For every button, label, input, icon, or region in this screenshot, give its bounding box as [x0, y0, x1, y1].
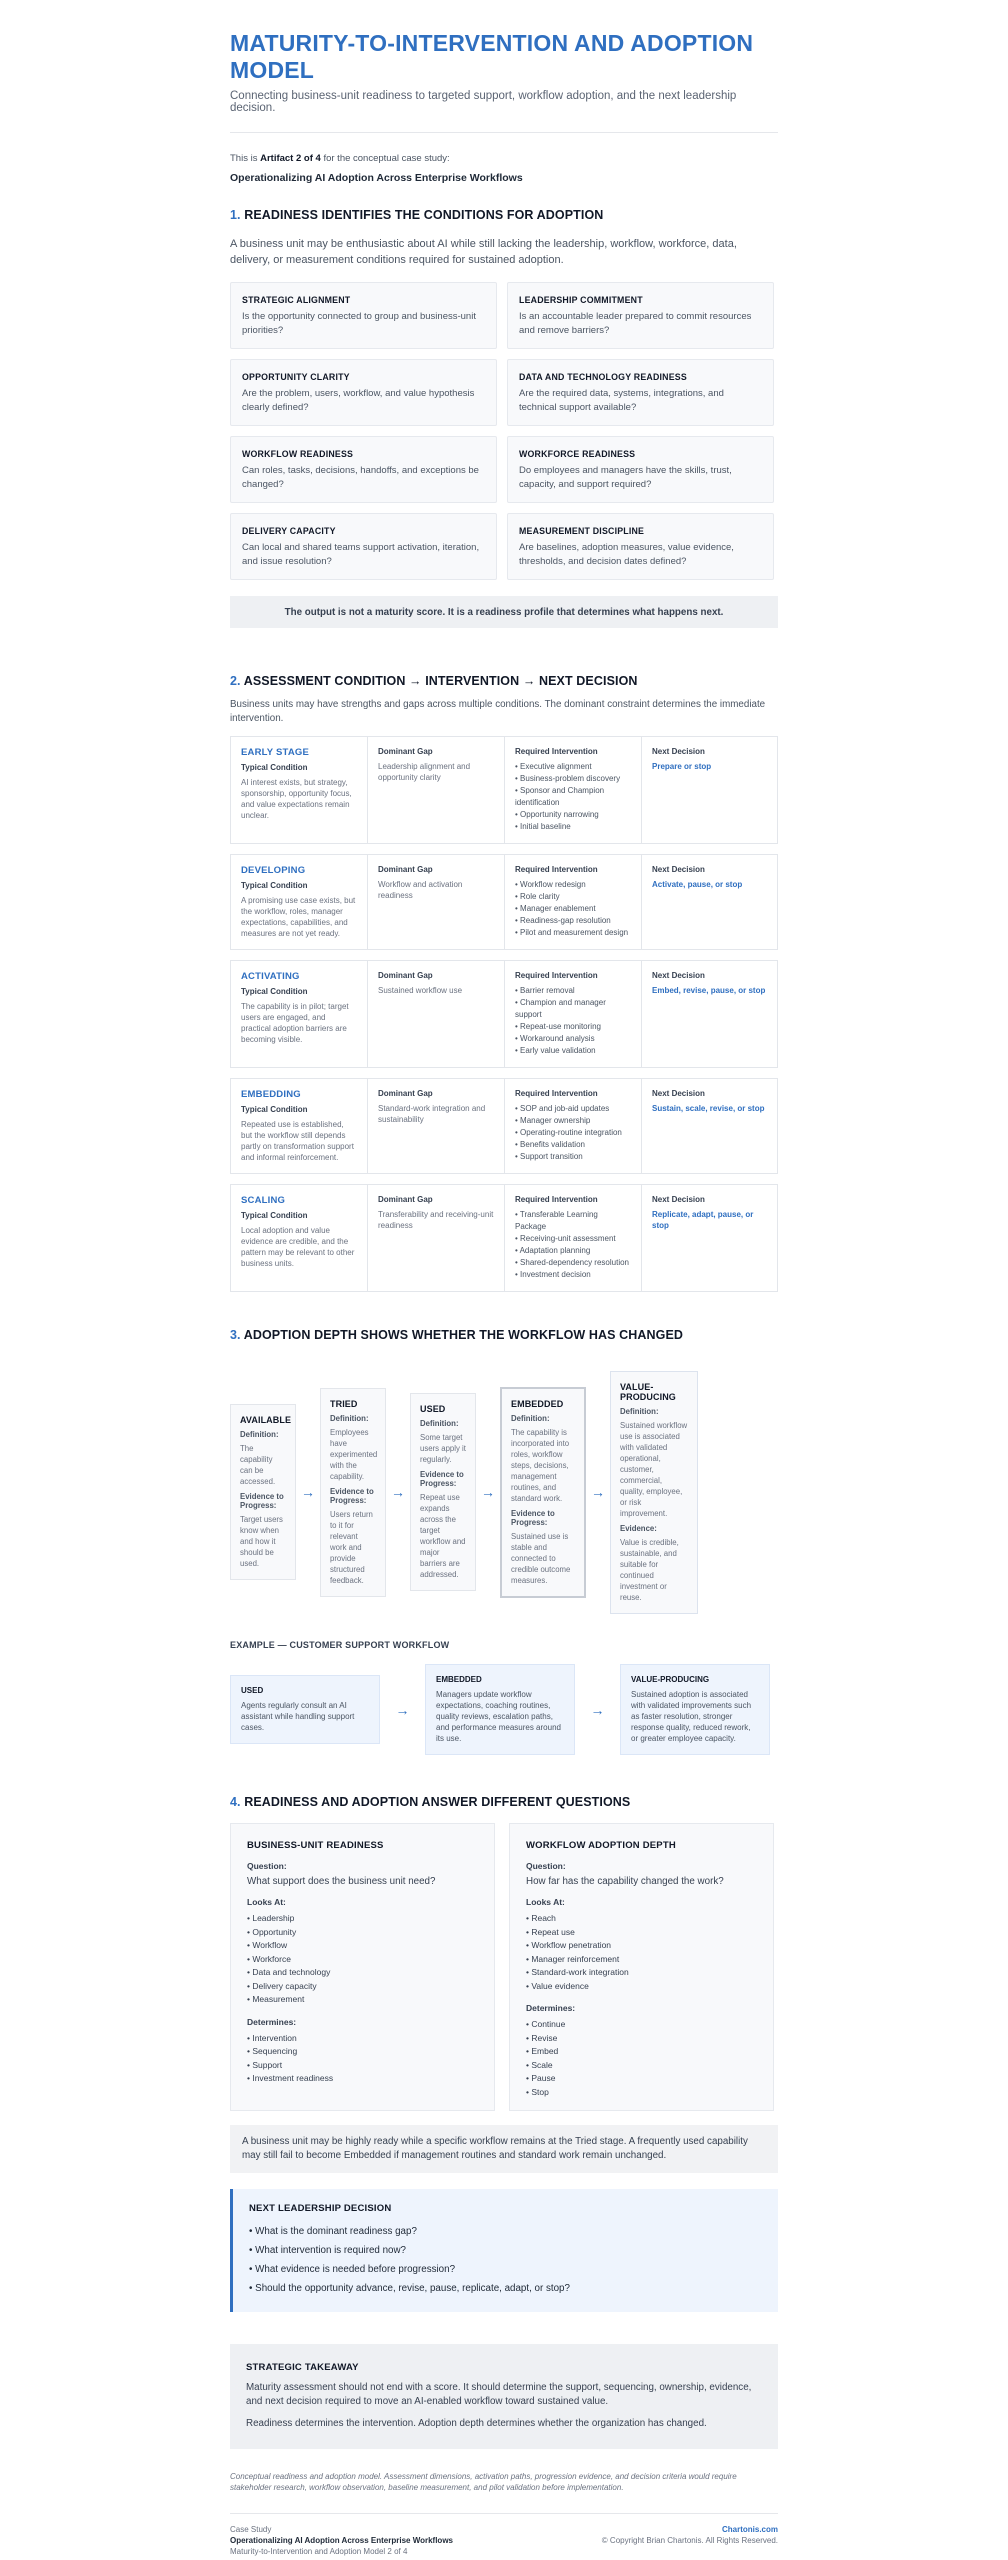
determines-item: • Stop: [526, 2086, 757, 2100]
condition-card: [230, 359, 497, 426]
arrow-right-icon: →: [301, 1484, 315, 1500]
definition-label: Definition:: [511, 1413, 550, 1423]
typical-condition-label: Typical Condition: [241, 881, 308, 890]
section-1-lead: A business unit may be enthusiastic about AI while still lacking the leadership, workflow, workforce, data, delivery, or measurement conditions required for sustained adoption.: [230, 238, 737, 266]
intervention-item: • Business-problem discovery: [515, 773, 631, 785]
determines-item: • Intervention: [247, 2032, 478, 2046]
condition-text: Do employees and managers have the skills, trust, capacity, and support required?: [519, 465, 732, 490]
gap-cell: [368, 737, 505, 843]
next-decision-text: Activate, pause, or stop: [652, 880, 743, 889]
determines-item: • Investment readiness: [247, 2072, 478, 2086]
arrow-right-icon: →: [590, 1701, 605, 1718]
intervention-cell: [505, 1079, 642, 1173]
takeaway-paragraph: Readiness determines the intervention. Adoption depth determines whether the organization has changed.: [246, 2418, 707, 2429]
condition-text: Are the problem, users, workflow, and value hypothesis clearly defined?: [242, 388, 475, 413]
artifact-suffix: for the conceptual case study:: [320, 153, 450, 164]
looks-at-item: • Delivery capacity: [247, 1980, 478, 1994]
example-text: Sustained adoption is associated with validated improvements such as faster resolution, stronger response quality, reduced rework, or greater employee capacity.: [631, 1690, 752, 1743]
section-title: ADOPTION DEPTH SHOWS WHETHER THE WORKFLOW HAS CHANGED: [243, 1328, 684, 1342]
section-title: READINESS AND ADOPTION ANSWER DIFFERENT QUESTIONS: [244, 1795, 631, 1809]
intervention-item: • SOP and job-aid updates: [515, 1103, 631, 1115]
determines-label: Determines:: [526, 2003, 576, 2013]
intervention-item: • Role clarity: [515, 891, 631, 903]
readiness-banner: The output is not a maturity score. It is a readiness profile that determines what happens next.: [230, 596, 778, 628]
example-card: [620, 1664, 770, 1755]
looks-at-item: • Data and technology: [247, 1966, 478, 1980]
evidence-text: Value is credible, sustainable, and suitable for continued investment or reuse.: [620, 1537, 679, 1602]
condition-text: Are baselines, adoption measures, value evidence, thresholds, and decision dates defined?: [519, 542, 734, 567]
gap-cell: [368, 855, 505, 949]
intervention-cell: [505, 855, 642, 949]
stage-row: [230, 960, 778, 1068]
intervention-list: [515, 985, 631, 1057]
typical-condition-label: Typical Condition: [241, 1211, 308, 1220]
stage-name: SCALING: [241, 1195, 286, 1206]
section-4-heading: [230, 1795, 778, 1809]
dominant-gap-text: Standard-work integration and sustainability: [378, 1104, 486, 1124]
decision-list: [249, 2222, 762, 2298]
intervention-item: • Operating-routine integration: [515, 1127, 631, 1139]
decision-question: • What intervention is required now?: [249, 2241, 762, 2260]
stage-row: [230, 1184, 778, 1292]
intervention-list: [515, 761, 631, 833]
decision-cell: [642, 855, 779, 949]
evidence-label: Evidence to Progress:: [330, 1486, 374, 1505]
stage-table: [230, 736, 778, 1292]
depth-name: AVAILABLE: [240, 1415, 292, 1425]
condition-title: WORKFORCE READINESS: [519, 449, 636, 459]
example-card: [230, 1675, 380, 1744]
depth-stage: [320, 1388, 386, 1597]
stage-row: [230, 854, 778, 950]
condition-text: Is the opportunity connected to group and business-unit priorities?: [242, 311, 476, 336]
question-label: Question:: [526, 1861, 566, 1871]
example-name: EMBEDDED: [436, 1675, 482, 1684]
intervention-item: • Executive alignment: [515, 761, 631, 773]
looks-at-item: • Workforce: [247, 1953, 478, 1967]
intervention-cell: [505, 1185, 642, 1291]
adoption-depth-flow: [230, 1366, 778, 1618]
stage-name: DEVELOPING: [241, 865, 306, 876]
decision-question: • What evidence is needed before progression?: [249, 2260, 762, 2279]
section-title: READINESS IDENTIFIES THE CONDITIONS FOR ADOPTION: [244, 208, 604, 222]
looks-at-item: • Opportunity: [247, 1926, 478, 1940]
intervention-item: • Shared-dependency resolution: [515, 1257, 631, 1269]
intervention-item: • Investment decision: [515, 1269, 631, 1281]
intervention-label: Required Intervention: [515, 1195, 598, 1204]
looks-at-item: • Value evidence: [526, 1980, 757, 1994]
adoption-box: [509, 1823, 774, 2111]
intervention-item: • Pilot and measurement design: [515, 927, 631, 939]
looks-at-item: • Standard-work integration: [526, 1966, 757, 1980]
condition-card: [507, 359, 774, 426]
intervention-item: • Barrier removal: [515, 985, 631, 997]
stage-row: [230, 736, 778, 844]
evidence-text: Users return to it for relevant work and provide structured feedback.: [330, 1509, 373, 1585]
definition-text: Some target users apply it regularly.: [420, 1433, 466, 1464]
conditions-grid: [230, 282, 778, 580]
decision-title: NEXT LEADERSHIP DECISION: [249, 2203, 392, 2214]
definition-text: The capability can be accessed.: [240, 1444, 276, 1486]
depth-name: EMBEDDED: [511, 1398, 564, 1409]
determines-list: [247, 2032, 478, 2086]
looks-at-list: [526, 1912, 757, 1993]
typical-condition-label: Typical Condition: [241, 1105, 308, 1114]
intervention-list: [515, 1103, 631, 1163]
stage-cell: [231, 1079, 368, 1173]
intervention-item: • Workflow redesign: [515, 879, 631, 891]
arrow-right-icon: →: [395, 1701, 410, 1718]
definition-label: Definition:: [420, 1419, 459, 1428]
intervention-label: Required Intervention: [515, 1089, 598, 1098]
looks-at-item: • Measurement: [247, 1993, 478, 2007]
box-title: BUSINESS-UNIT READINESS: [247, 1840, 384, 1851]
evidence-label: Evidence to Progress:: [511, 1508, 555, 1527]
section-2-heading: [230, 674, 778, 688]
section-title: ASSESSMENT CONDITION → INTERVENTION → NEXT DECISION: [243, 674, 638, 688]
condition-card: [507, 513, 774, 580]
footer-case-study: Operationalizing AI Adoption Across Enterprise Workflows: [230, 2536, 453, 2545]
question-text: How far has the capability changed the work?: [526, 1876, 724, 1887]
looks-at-item: • Reach: [526, 1912, 757, 1926]
condition-title: STRATEGIC ALIGNMENT: [242, 295, 351, 305]
dominant-gap-text: Transferability and receiving-unit readiness: [378, 1210, 494, 1230]
looks-at-label: Looks At:: [526, 1897, 565, 1907]
definition-text: Sustained workflow use is associated with validated operational, customer, commercial, quality, employee, or risk improvement.: [620, 1420, 688, 1518]
dominant-gap-text: Sustained workflow use: [378, 986, 463, 995]
dominant-gap-label: Dominant Gap: [378, 1089, 433, 1098]
artifact-prefix: This is: [230, 153, 261, 164]
gap-cell: [368, 1079, 505, 1173]
condition-title: MEASUREMENT DISCIPLINE: [519, 526, 645, 536]
intervention-item: • Benefits validation: [515, 1139, 631, 1151]
next-decision-label: Next Decision: [652, 1195, 705, 1204]
section-1-heading: [230, 208, 778, 222]
dominant-gap-label: Dominant Gap: [378, 747, 433, 756]
typical-condition-text: The capability is in pilot; target users are engaged, and practical adoption barriers are becoming visible.: [241, 1002, 349, 1044]
intervention-item: • Manager ownership: [515, 1115, 631, 1127]
readiness-box: [230, 1823, 495, 2111]
section-number: 4.: [230, 1795, 241, 1809]
definition-text: Employees have experimented with the capability.: [330, 1427, 378, 1481]
website-link[interactable]: Chartonis.com: [721, 2525, 778, 2534]
determines-list: [526, 2018, 757, 2099]
dominant-gap-label: Dominant Gap: [378, 1195, 433, 1204]
condition-card: [230, 513, 497, 580]
condition-card: [507, 436, 774, 503]
footer-label: Case Study: [230, 2525, 272, 2534]
evidence-text: Repeat use expands across the target workflow and major barriers are addressed.: [420, 1493, 466, 1579]
definition-label: Definition:: [620, 1406, 659, 1416]
section-number: 2.: [230, 674, 241, 688]
determines-item: • Revise: [526, 2032, 757, 2046]
page-title: MATURITY-TO-INTERVENTION AND ADOPTION MODEL: [230, 30, 754, 83]
determines-label: Determines:: [247, 2016, 297, 2027]
artifact-number: Artifact 2 of 4: [260, 153, 321, 164]
arrow-right-icon: →: [391, 1484, 405, 1500]
footer: [230, 2513, 778, 2557]
decision-cell: [642, 737, 779, 843]
looks-at-item: • Workflow penetration: [526, 1939, 757, 1953]
typical-condition-text: Local adoption and value evidence are credible, and the pattern may be relevant to other business units.: [241, 1226, 355, 1268]
depth-stage: [230, 1404, 296, 1580]
next-decision-label: Next Decision: [652, 971, 705, 980]
evidence-text: Target users know when and how it should be used.: [240, 1515, 283, 1568]
depth-name: USED: [420, 1404, 446, 1414]
intervention-cell: [505, 961, 642, 1067]
decision-cell: [642, 961, 779, 1067]
intervention-item: • Champion and manager support: [515, 997, 631, 1021]
typical-condition-text: AI interest exists, but strategy, sponsorship, opportunity focus, and value expectations remain unclear.: [241, 778, 352, 820]
next-decision-label: Next Decision: [652, 747, 705, 756]
takeaway-paragraph: Maturity assessment should not end with a score. It should determine the support, sequencing, ownership, evidence, and next decision required to move an AI-enabled workflow toward sustained value.: [246, 2382, 752, 2407]
looks-at-list: [247, 1912, 478, 2007]
next-decision-text: Prepare or stop: [652, 762, 712, 771]
decision-cell: [642, 1079, 779, 1173]
intervention-item: • Manager enablement: [515, 903, 631, 915]
intervention-item: • Transferable Learning Package: [515, 1209, 631, 1233]
dominant-gap-text: Leadership alignment and opportunity clarity: [378, 762, 471, 782]
comparison-grid: [230, 1823, 778, 2111]
artifact-line: [230, 153, 778, 164]
section-number: 1.: [230, 208, 241, 222]
case-study-title: Operationalizing AI Adoption Across Enterprise Workflows: [230, 172, 523, 184]
example-flow: [230, 1664, 778, 1755]
comparison-note: A business unit may be highly ready while a specific workflow remains at the Tried stage. A frequently used capability may still fail to become Embedded if management routines and standard work remain unchanged.: [230, 2125, 778, 2173]
looks-at-item: • Repeat use: [526, 1926, 757, 1940]
example-card: [425, 1664, 575, 1755]
footer-artifact: Maturity-to-Intervention and Adoption Model 2 of 4: [230, 2547, 408, 2556]
stage-name: EARLY STAGE: [241, 747, 310, 758]
depth-name: VALUE-PRODUCING: [620, 1381, 676, 1402]
intervention-item: • Opportunity narrowing: [515, 809, 631, 821]
next-decision-label: Next Decision: [652, 865, 705, 874]
intervention-label: Required Intervention: [515, 865, 598, 874]
evidence-label: Evidence to Progress:: [420, 1470, 464, 1488]
definition-label: Definition:: [330, 1413, 369, 1423]
next-decision-text: Replicate, adapt, pause, or stop: [652, 1210, 754, 1230]
depth-name: TRIED: [330, 1398, 358, 1409]
condition-title: DATA AND TECHNOLOGY READINESS: [519, 372, 687, 382]
intervention-item: • Support transition: [515, 1151, 631, 1163]
determines-item: • Support: [247, 2059, 478, 2073]
depth-stage: [500, 1387, 586, 1598]
looks-at-item: • Workflow: [247, 1939, 478, 1953]
intervention-cell: [505, 737, 642, 843]
copyright: © Copyright Brian Chartonis. All Rights Reserved.: [601, 2536, 778, 2545]
stage-cell: [231, 737, 368, 843]
next-decision-text: Sustain, scale, revise, or stop: [652, 1104, 765, 1113]
determines-item: • Scale: [526, 2059, 757, 2073]
looks-at-item: • Manager reinforcement: [526, 1953, 757, 1967]
gap-cell: [368, 1185, 505, 1291]
intervention-list: [515, 1209, 631, 1281]
example-heading: EXAMPLE — CUSTOMER SUPPORT WORKFLOW: [230, 1640, 450, 1650]
determines-item: • Pause: [526, 2072, 757, 2086]
section-2-lead: Business units may have strengths and gaps across multiple conditions. The dominant constraint determines the immediate intervention.: [230, 699, 766, 724]
condition-text: Can roles, tasks, decisions, handoffs, and exceptions be changed?: [242, 465, 479, 490]
evidence-text: Sustained use is stable and connected to credible outcome measures.: [511, 1531, 571, 1585]
intervention-label: Required Intervention: [515, 971, 598, 980]
intervention-label: Required Intervention: [515, 747, 598, 756]
intervention-item: • Receiving-unit assessment: [515, 1233, 631, 1245]
section-3-heading: [230, 1328, 778, 1342]
stage-cell: [231, 961, 368, 1067]
question-label: Question:: [247, 1861, 287, 1871]
next-decision-label: Next Decision: [652, 1089, 705, 1098]
box-title: WORKFLOW ADOPTION DEPTH: [526, 1840, 676, 1851]
condition-title: DELIVERY CAPACITY: [242, 526, 336, 536]
question-text: What support does the business unit need?: [247, 1876, 436, 1887]
intervention-item: • Initial baseline: [515, 821, 631, 833]
condition-title: LEADERSHIP COMMITMENT: [519, 295, 643, 305]
evidence-label: Evidence:: [620, 1523, 657, 1533]
condition-card: [507, 282, 774, 349]
condition-card: [230, 436, 497, 503]
decision-question: • Should the opportunity advance, revise, pause, replicate, adapt, or stop?: [249, 2279, 762, 2298]
typical-condition-text: A promising use case exists, but the workflow, roles, manager expectations, capabilities, and measures are not yet ready.: [241, 896, 356, 938]
next-decision-text: Embed, revise, pause, or stop: [652, 986, 766, 995]
determines-item: • Continue: [526, 2018, 757, 2032]
intervention-item: • Repeat-use monitoring: [515, 1021, 631, 1033]
definition-text: The capability is incorporated into roles, workflow steps, decisions, management routines, and standard work.: [511, 1427, 570, 1503]
condition-title: OPPORTUNITY CLARITY: [242, 372, 350, 382]
stage-cell: [231, 855, 368, 949]
intervention-item: • Workaround analysis: [515, 1033, 631, 1045]
condition-text: Is an accountable leader prepared to commit resources and remove barriers?: [519, 311, 752, 336]
intervention-list: [515, 879, 631, 939]
condition-title: WORKFLOW READINESS: [242, 449, 354, 459]
determines-item: • Sequencing: [247, 2045, 478, 2059]
decision-cell: [642, 1185, 779, 1291]
footnote: Conceptual readiness and adoption model. Assessment dimensions, activation paths, progression evidence, and decision criteria would require stakeholder research, workflow observation, baseline measurement, and pilot validation before implementation.: [230, 2472, 737, 2492]
next-leadership-decision: [230, 2189, 778, 2312]
typical-condition-label: Typical Condition: [241, 987, 308, 996]
stage-cell: [231, 1185, 368, 1291]
looks-at-item: • Leadership: [247, 1912, 478, 1926]
determines-item: • Embed: [526, 2045, 757, 2059]
example-text: Managers update workflow expectations, coaching routines, quality reviews, escalation paths, and performance measures around its use.: [436, 1690, 561, 1743]
intervention-item: • Readiness-gap resolution: [515, 915, 631, 927]
arrow-right-icon: →: [481, 1484, 495, 1500]
example-name: VALUE-PRODUCING: [631, 1675, 710, 1684]
depth-stage: [610, 1371, 698, 1614]
dominant-gap-label: Dominant Gap: [378, 971, 433, 980]
example-name: USED: [241, 1686, 264, 1695]
stage-name: ACTIVATING: [241, 971, 300, 982]
definition-label: Definition:: [240, 1430, 279, 1439]
condition-text: Can local and shared teams support activation, iteration, and issue resolution?: [242, 542, 480, 567]
depth-stage: [410, 1393, 476, 1591]
intervention-item: • Sponsor and Champion identification: [515, 785, 631, 809]
stage-name: EMBEDDING: [241, 1089, 301, 1100]
intervention-item: • Early value validation: [515, 1045, 631, 1057]
dominant-gap-label: Dominant Gap: [378, 865, 433, 874]
condition-card: [230, 282, 497, 349]
arrow-right-icon: →: [591, 1484, 605, 1500]
dominant-gap-text: Workflow and activation readiness: [378, 880, 463, 900]
page-subtitle: Connecting business-unit readiness to targeted support, workflow adoption, and the next leadership decision.: [230, 90, 737, 114]
typical-condition-label: Typical Condition: [241, 763, 308, 772]
decision-question: • What is the dominant readiness gap?: [249, 2222, 762, 2241]
example-text: Agents regularly consult an AI assistant while handling support cases.: [241, 1701, 355, 1732]
stage-row: [230, 1078, 778, 1174]
intervention-item: • Adaptation planning: [515, 1245, 631, 1257]
condition-text: Are the required data, systems, integrations, and technical support available?: [519, 388, 724, 413]
takeaway-title: STRATEGIC TAKEAWAY: [246, 2362, 359, 2373]
gap-cell: [368, 961, 505, 1067]
evidence-label: Evidence to Progress:: [240, 1492, 284, 1510]
looks-at-label: Looks At:: [247, 1897, 286, 1907]
divider: [230, 132, 778, 133]
section-number: 3.: [230, 1328, 241, 1342]
strategic-takeaway: [230, 2344, 778, 2449]
typical-condition-text: Repeated use is established, but the workflow still depends partly on transformation support and informal reinforcement.: [241, 1120, 354, 1162]
